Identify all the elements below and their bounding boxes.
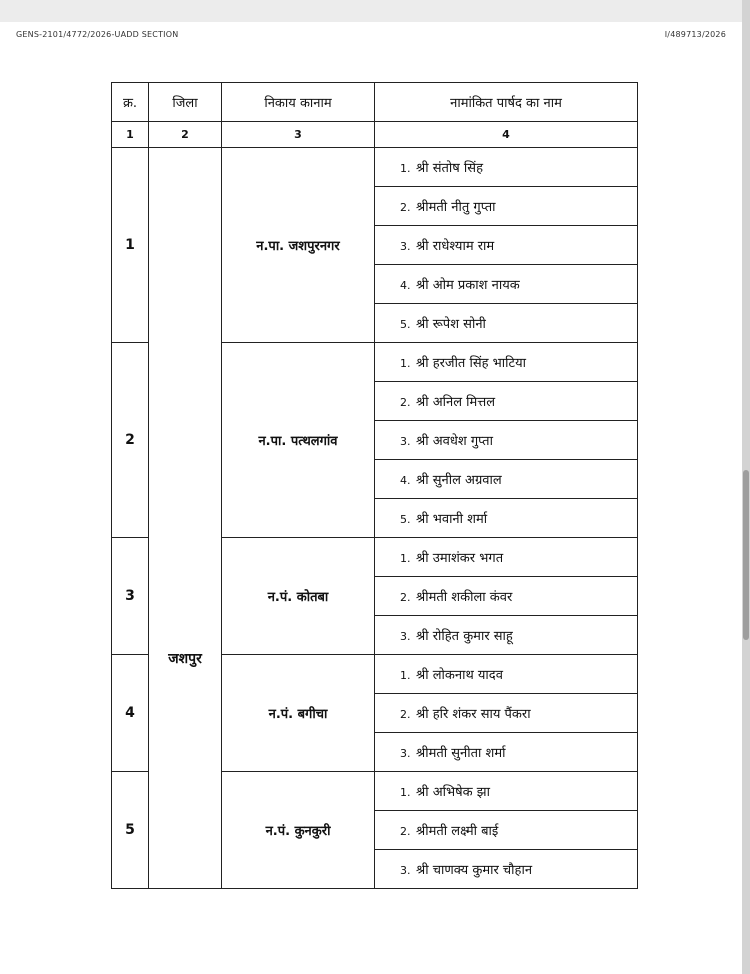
member-index: 1. [400,786,411,799]
councillor-name: श्री ओम प्रकाश नायक [416,278,520,293]
councillor-cell [375,265,638,304]
councillor-name: श्री लोकनाथ यादव [416,668,503,683]
councillor-name: श्री अभिषेक झा [416,785,490,800]
councillor-name: श्री सुनील अग्रवाल [416,473,502,488]
councillor-cell [375,187,638,226]
district-name: जशपुर [168,650,202,667]
column-number: 4 [375,122,638,148]
councillor-name: श्री राधेश्याम राम [416,239,495,254]
nominated-councillors-table [111,82,638,889]
header-district: जिला [149,83,222,122]
local-body-name: न.पा. जशपुरनगर [222,148,375,343]
councillor-cell [375,499,638,538]
councillor-cell [375,655,638,694]
district-cell [149,148,222,889]
councillor-name: श्री भवानी शर्मा [416,512,488,527]
councillor-cell [375,694,638,733]
member-index: 1. [400,162,411,175]
member-index: 2. [400,396,411,409]
header-row [112,83,638,122]
member-index: 2. [400,201,411,214]
member-index: 3. [400,747,411,760]
member-index: 3. [400,240,411,253]
header-serial: क्र. [112,83,149,122]
councillor-name: श्री उमाशंकर भगत [416,551,504,566]
councillor-cell [375,304,638,343]
member-index: 3. [400,435,411,448]
councillor-cell [375,382,638,421]
member-index: 5. [400,513,411,526]
councillor-cell [375,226,638,265]
councillor-name: श्री हरि शंकर साय पैंकरा [416,707,531,722]
table-row [112,148,638,187]
local-body-name: न.पा. पत्थलगांव [222,343,375,538]
serial-number: 4 [112,655,149,772]
local-body-name: न.पं. बगीचा [222,655,375,772]
councillor-name: श्री रोहित कुमार साहू [416,629,513,644]
local-body-name: न.पं. कुनकुरी [222,772,375,889]
member-index: 2. [400,708,411,721]
column-number-row [112,122,638,148]
councillor-name: श्रीमती सुनीता शर्मा [416,746,506,761]
member-index: 5. [400,318,411,331]
councillor-cell [375,460,638,499]
councillor-name: श्रीमती नीतु गुप्ता [416,200,496,215]
councillor-cell [375,850,638,889]
councillor-cell [375,616,638,655]
member-index: 4. [400,279,411,292]
serial-number: 5 [112,772,149,889]
councillor-name: श्रीमती लक्ष्मी बाई [416,824,499,839]
councillor-cell [375,811,638,850]
councillor-name: श्री चाणक्य कुमार चौहान [416,863,533,878]
councillor-cell [375,577,638,616]
browser-top-bar [0,0,742,23]
serial-number: 3 [112,538,149,655]
header-councillor-name: नामांकित पार्षद का नाम [375,83,638,122]
member-index: 1. [400,357,411,370]
councillor-name: श्रीमती शकीला कंवर [416,590,513,605]
councillor-cell [375,772,638,811]
member-index: 2. [400,591,411,604]
serial-number: 1 [112,148,149,343]
member-index: 2. [400,825,411,838]
scrollbar-thumb[interactable] [743,470,749,640]
document-id: I/489713/2026 [664,30,726,39]
member-index: 3. [400,864,411,877]
member-index: 1. [400,552,411,565]
councillor-name: श्री हरजीत सिंह भाटिया [416,356,527,371]
reference-number: GENS-2101/4772/2026-UADD SECTION [16,30,179,39]
member-index: 4. [400,474,411,487]
councillor-name: श्री अवधेश गुप्ता [416,434,493,449]
councillor-cell [375,421,638,460]
member-index: 3. [400,630,411,643]
councillor-cell [375,733,638,772]
councillor-cell [375,148,638,187]
councillor-name: श्री संतोष सिंह [416,161,483,176]
column-number: 3 [222,122,375,148]
serial-number: 2 [112,343,149,538]
councillor-cell [375,538,638,577]
column-number: 1 [112,122,149,148]
member-index: 1. [400,669,411,682]
local-body-name: न.पं. कोतबा [222,538,375,655]
column-number: 2 [149,122,222,148]
councillor-cell [375,343,638,382]
scrollbar[interactable] [742,0,750,974]
councillor-name: श्री अनिल मित्तल [416,395,496,410]
header-body-name: निकाय कानाम [222,83,375,122]
councillor-name: श्री रूपेश सोनी [416,317,486,332]
